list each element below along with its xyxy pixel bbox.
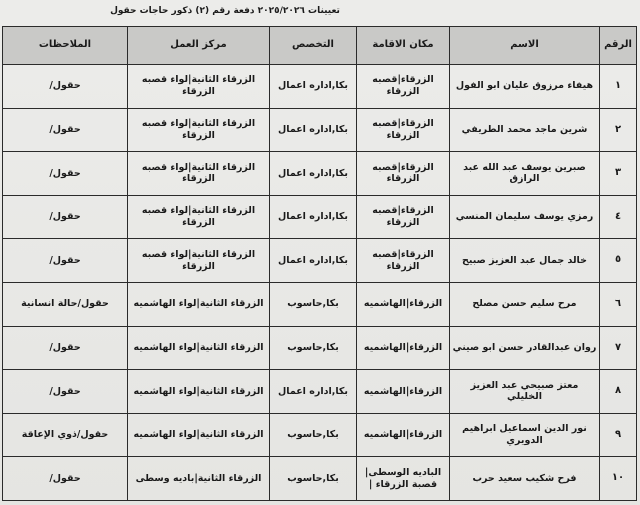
table-row	[3, 65, 637, 109]
cell-residence: الزرقاء|الهاشميه	[357, 413, 450, 457]
cell-index: ٧	[600, 326, 637, 370]
cell-work-center: الزرقاء الثانية|لواء قصبه الزرقاء	[128, 195, 270, 239]
cell-index: ٥	[600, 239, 637, 283]
header-residence: مكان الاقامة	[357, 27, 450, 65]
cell-work-center: الزرقاء الثانية|لواء قصبه الزرقاء	[128, 65, 270, 109]
table-row	[3, 195, 637, 239]
cell-index: ٩	[600, 413, 637, 457]
cell-name: شرين ماجد محمد الطريفي	[450, 108, 600, 152]
cell-specialty: بكا,اداره اعمال	[270, 195, 357, 239]
cell-index: ٦	[600, 282, 637, 326]
cell-specialty: بكا,اداره اعمال	[270, 370, 357, 414]
cell-notes: حقول/	[3, 326, 128, 370]
cell-work-center: الزرقاء الثانية|باديه وسطى	[128, 457, 270, 501]
cell-residence: الزرقاء|الهاشميه	[357, 282, 450, 326]
cell-notes: حقول/	[3, 370, 128, 414]
table-row	[3, 326, 637, 370]
header-specialty: التخصص	[270, 27, 357, 65]
cell-notes: حقول/	[3, 195, 128, 239]
cell-name: صبرين يوسف عبد الله عبد الرازق	[450, 152, 600, 196]
cell-work-center: الزرقاء الثانية|لواء الهاشميه	[128, 282, 270, 326]
cell-name: معتز صبيحي عبد العزيز الخليلي	[450, 370, 600, 414]
cell-notes: حقول/	[3, 65, 128, 109]
cell-name: هيفاء مرزوق عليان ابو الفول	[450, 65, 600, 109]
cell-work-center: الزرقاء الثانية|لواء الهاشميه	[128, 370, 270, 414]
cell-work-center: الزرقاء الثانية|لواء قصبه الزرقاء	[128, 108, 270, 152]
header-name: الاسم	[450, 27, 600, 65]
cell-work-center: الزرقاء الثانية|لواء قصبه الزرقاء	[128, 152, 270, 196]
cell-specialty: بكا,حاسوب	[270, 326, 357, 370]
cell-specialty: بكا,اداره اعمال	[270, 152, 357, 196]
cell-specialty: بكا,حاسوب	[270, 457, 357, 501]
appointments-table	[2, 26, 637, 501]
cell-residence: الزرقاء|قصبه الزرقاء	[357, 195, 450, 239]
table-row	[3, 239, 637, 283]
cell-name: روان عبدالقادر حسن ابو صيني	[450, 326, 600, 370]
cell-index: ١٠	[600, 457, 637, 501]
cell-name: خالد جمال عبد العزيز صبيح	[450, 239, 600, 283]
cell-residence: الزرقاء|قصبه الزرقاء	[357, 152, 450, 196]
cell-residence: الباديه الوسطى|قصبة الزرقاء |	[357, 457, 450, 501]
table-row	[3, 370, 637, 414]
table-row	[3, 457, 637, 501]
cell-notes: حقول/حالة انسانية	[3, 282, 128, 326]
cell-notes: حقول/	[3, 239, 128, 283]
cell-name: رمزي يوسف سليمان المنسي	[450, 195, 600, 239]
cell-residence: الزرقاء|الهاشميه	[357, 326, 450, 370]
header-notes: الملاحظات	[3, 27, 128, 65]
cell-name: مرح سليم حسن مصلح	[450, 282, 600, 326]
cell-residence: الزرقاء|قصبه الزرقاء	[357, 239, 450, 283]
cell-index: ٨	[600, 370, 637, 414]
cell-index: ٢	[600, 108, 637, 152]
cell-specialty: بكا,اداره اعمال	[270, 239, 357, 283]
cell-notes: حقول/ذوي الإعاقة	[3, 413, 128, 457]
cell-specialty: بكا,اداره اعمال	[270, 65, 357, 109]
cell-notes: حقول/	[3, 152, 128, 196]
table-row	[3, 152, 637, 196]
cell-residence: الزرقاء|قصبه الزرقاء	[357, 65, 450, 109]
cell-work-center: الزرقاء الثانية|لواء الهاشميه	[128, 326, 270, 370]
cell-notes: حقول/	[3, 108, 128, 152]
document-title: تعيينات ٢٠٢٥/٢٠٢٦ دفعة رقم (٢) ذكور حاجات حقول	[110, 6, 340, 16]
table-row	[3, 282, 637, 326]
cell-residence: الزرقاء|الهاشميه	[357, 370, 450, 414]
cell-notes: حقول/	[3, 457, 128, 501]
cell-name: فرح شكيب سعيد حرب	[450, 457, 600, 501]
header-index: الرقم	[600, 27, 637, 65]
cell-specialty: بكا,حاسوب	[270, 413, 357, 457]
cell-residence: الزرقاء|قصبه الزرقاء	[357, 108, 450, 152]
table-row	[3, 108, 637, 152]
table-row	[3, 413, 637, 457]
cell-work-center: الزرقاء الثانية|لواء قصبه الزرقاء	[128, 239, 270, 283]
cell-specialty: بكا,اداره اعمال	[270, 108, 357, 152]
cell-index: ٣	[600, 152, 637, 196]
cell-name: نور الدين اسماعيل ابراهيم الدويري	[450, 413, 600, 457]
cell-specialty: بكا,حاسوب	[270, 282, 357, 326]
cell-index: ٤	[600, 195, 637, 239]
cell-work-center: الزرقاء الثانية|لواء الهاشميه	[128, 413, 270, 457]
header-work-center: مركز العمل	[128, 27, 270, 65]
table-header-row	[3, 27, 637, 65]
cell-index: ١	[600, 65, 637, 109]
